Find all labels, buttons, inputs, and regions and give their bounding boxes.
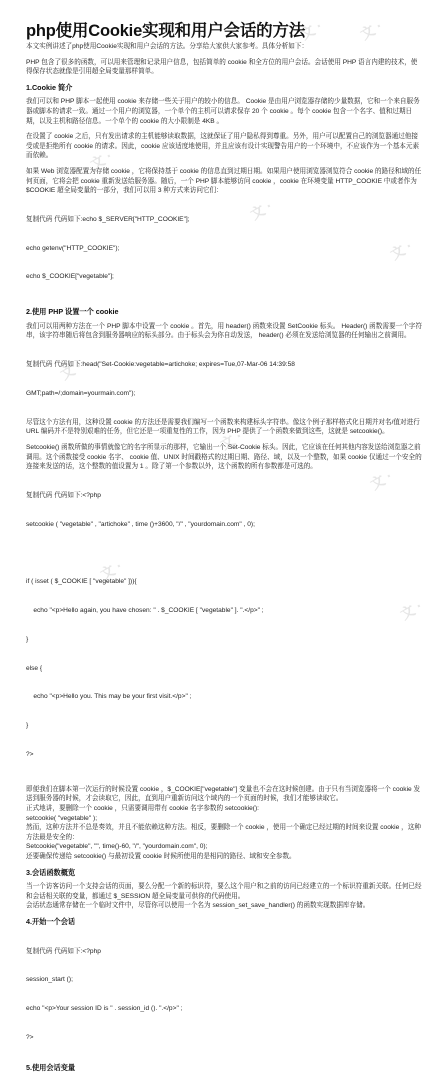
code-line: }: [26, 635, 29, 643]
code-line: setcookie ( "vegetable" , "artichoke" , time ()+3600, "/" , "yourdomain.com" , 0);: [26, 520, 255, 528]
paragraph: 我们可以和 PHP 脚本一起使用 cookie 来存储一些关于用户的较小的信息。 Cookie 是由用户浏览器存储的少量数据，它和一个来自服务器或脚本的请求一致。通过一个用户的浏览器，一个单个的主机可以请求保存 20 个 cookie 。每个 cookie 包含一个名字、值和过期日期，以及主机和路径信息。一个单个的 cookie 的大小限制是 4KB 。: [26, 98, 420, 125]
code-line: 复制代码 代码如下:<?php: [26, 491, 101, 499]
paragraph: 还要确保传递给 setcookie() 与最初设置 cookie 时候所使用的是相同的路径、域和安全参数。: [26, 852, 296, 860]
section-heading-cookie-intro: 1.Cookie 简介: [26, 82, 73, 92]
code-line: if ( isset ( $_COOKIE [ "vegetable" ])){: [26, 578, 137, 586]
watermark: 文 ·: [247, 197, 276, 223]
paragraph: 即便我们在脚本第一次运行的时候设置 cookie ，$_COOKIE["vegetable"] 变量也不会在这时候创建。由于只有当浏览器将一个 cookie 发送到服务器的时候，才会读取它，因此，直到用户重新访问这个域内的一个页面的时候，我们才能够读取它。: [26, 785, 421, 803]
code-line: setcookie( "vegetable" );: [26, 814, 98, 822]
paragraph: 如果 Web 浏览器配置为存储 cookie ，它将保持基于 cookie 的信息直到过期日期。如果用户使用浏览器浏览符合 cookie 的路径和域的任何页面，它将会把 cookie 重新发送给服务器。随后，一个 PHP 脚本能够访问 cookie ，cookie 在环境变量 HTTP_COOKIE 中或者作为 $COOKIE 超全局变量的一部分，我们可以用 3 种方式来访问它们：: [26, 167, 422, 195]
paragraph: 正式地讲，要删除一个 cookie ，只需要调用带有 cookie 名字参数的 setcookie():: [26, 804, 260, 812]
code-line: Setcookie("vegetable", "", time()-60, "/", "yourdomain.com", 0);: [26, 843, 208, 851]
page-title: php使用Cookie实现和用户会话的方法: [26, 22, 306, 40]
intro-paragraph: 本文实例讲述了php使用Cookie实现和用户会话的方法。分享给大家供大家参考。具体分析如下：: [26, 43, 309, 50]
paragraph: Setcookie() 函数所做的事情就像它的名字所显示的那样，它输出一个 Set-Cookie 标头。因此，它应该在任何其他内容发送给浏览器之前调用。这个函数接受 cookie 名字、 cookie 值、UNIX 时间戳格式的过期日期、路径、域，以及一个整数，如果 cookie 仅通过一个安全的连接来发送的话，这个整数的值设置为 1 。除了第一个参数以外，这个函数的所有参数都是可选的。: [26, 443, 422, 471]
watermark: 文 ·: [57, 357, 86, 383]
code-line: echo "<p>Your session ID is " . session_id (). ".</p>" ;: [26, 1005, 183, 1013]
code-line: [26, 549, 422, 559]
paragraph: 在设置了 cookie 之后，只有发出请求的主机能够读取数据，这就保证了用户隐私得到尊重。另外，用户可以配置自己的浏览器通过他接受或是拒绝所有 cookie 的请求。因此，cookie 应该适度地使用，并且应该有设计实现警告用户的一个环境中，不应该作为一个基本元素而依赖。: [26, 133, 420, 160]
paragraph: 当一个访客访问一个支持会话的页面，要么分配一个新的标识符，要么这个用户和之前的访问已经建立的一个标识符重新关联。任何已经和会话相关联的变量，都通过 $_SESSION 超全局变量可供你的代码使用。: [26, 883, 422, 900]
code-line: echo "<p>Hello again, you have chosen: " . $_COOKIE [ "vegetable" ]. ".</p>" ;: [26, 607, 264, 615]
section-heading-start-session: 4.开始一个会话: [26, 916, 76, 926]
code-block: [26, 341, 422, 418]
watermark: 文 ·: [297, 17, 326, 43]
code-line: session_start ();: [26, 976, 73, 984]
watermark: 文 ·: [397, 597, 426, 623]
article-body: [26, 42, 422, 1077]
watermark: 文 ·: [387, 237, 416, 263]
code-line: 复制代码 代码如下:<?php: [26, 947, 101, 955]
code-line: echo getenv("HTTP_COOKIE");: [26, 244, 120, 252]
code-line: 复制代码 代码如下:echo $_SERVER["HTTP_COOKIE"];: [26, 215, 190, 223]
code-block: [26, 196, 422, 302]
code-block: [26, 927, 422, 1061]
section-heading-session-variables: 5.使用会话变量: [26, 1062, 76, 1072]
watermark: 文 ·: [357, 17, 386, 43]
section-heading-set-cookie: 2.使用 PHP 设置一个 cookie: [26, 307, 119, 317]
code-line: ?>: [26, 1034, 34, 1041]
code-line: echo $_COOKIE["vegetable"];: [26, 273, 114, 281]
code-line: 复制代码 代码如下:head("Set-Cookie:vegetable=artichoke; expires=Tue,07-Mar-06 14:39:58: [26, 361, 295, 369]
overview-paragraph: PHP 包含了很多的函数，可以用来管理和记录用户信息，包括简单的 cookie 和全方位的用户会话。会话使用 PHP 语言内建的技术，使得保存状态就像是引用超全局变量那样简单。: [26, 58, 418, 76]
code-line: }: [26, 722, 29, 730]
code-line: GMT;path=/;domain=yourmain.com");: [26, 390, 136, 397]
paragraph: 会话状态通常存储在一个临时文件中，尽管你可以使用一个名为 session_set_save_handler() 的函数实现数据库存储。: [26, 902, 370, 910]
code-line: echo "<p>Hello you. This may be your first visit.</p>" ;: [26, 693, 192, 701]
watermark: 文 ·: [87, 147, 116, 173]
watermark: 文 ·: [367, 467, 396, 493]
code-block: [26, 472, 422, 779]
code-line: else {: [26, 664, 43, 672]
section-heading-session-overview: 3.会话函数概览: [26, 867, 76, 877]
paragraph: 尽管这个方法有用，这种设置 cookie 的方法还是需要我们编写一个函数来构建标头字符串。像这个例子那样格式化日期并对名/值对进行 URL 编码并不是特别艰难的任务，但它还是一项重复性的工作，因为 PHP 提供了一个函数来做到这些，这就是 setcookie()。: [26, 418, 420, 436]
paragraph: 我们可以用两种方法在一个 PHP 脚本中设置一个 cookie 。首先，用 header() 函数来设置 SetCookie 标头。 Header() 函数需要一个字符串，该字符串随后将包含到服务器响应的标头部分。由于标头会为你自动发送， header() 必须在发送给浏览器的任何输出之前调用。: [26, 322, 422, 340]
paragraph: 然而，这种方法并不总是奏效，并且不能依赖这种方法。相反，要删除一个 cookie ，使用一个确定已经过期的时间来设置 cookie ，这种方法最是安全的：: [26, 824, 421, 841]
watermark: 文 ·: [217, 427, 246, 453]
watermark: 文 ·: [97, 557, 126, 583]
code-line: ?>: [26, 750, 34, 758]
